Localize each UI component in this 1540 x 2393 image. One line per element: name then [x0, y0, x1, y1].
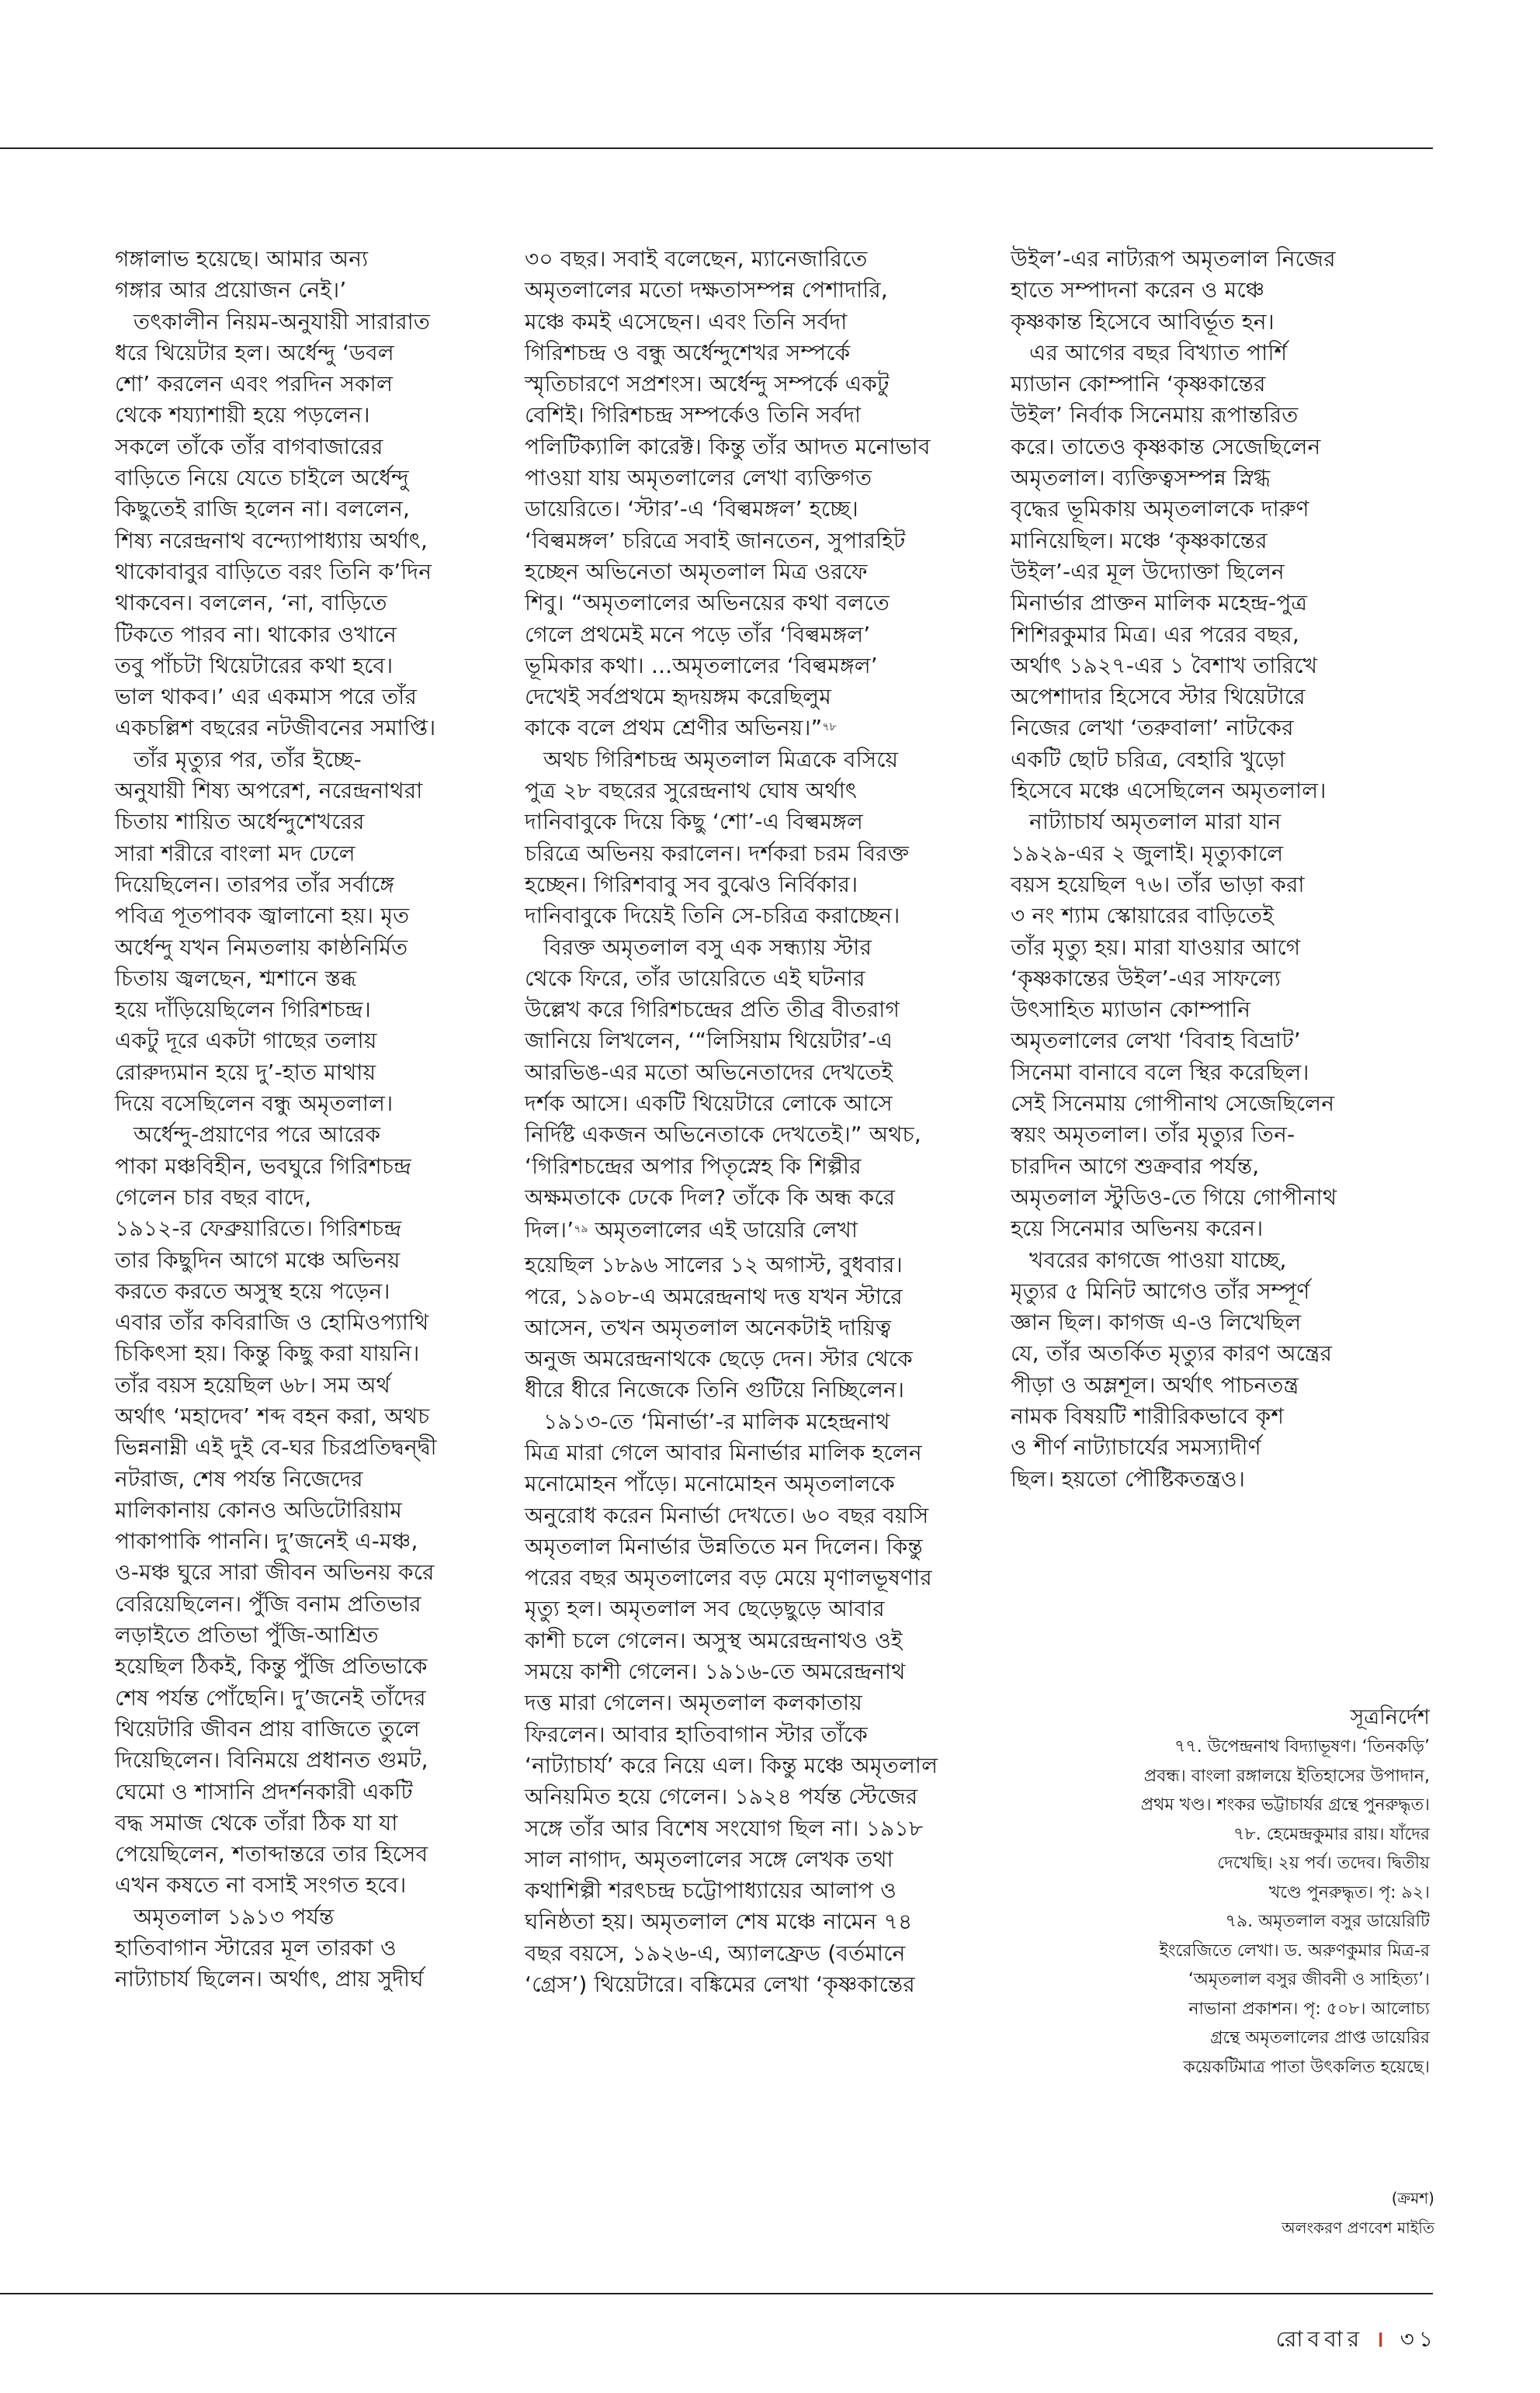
magazine-name: রোববার: [1275, 2326, 1365, 2352]
text-line: সময়ে কাশী গেলেন। ১৯১৬-তে অমরেন্দ্রনাথ: [525, 1659, 906, 1685]
text-line: তৎকালীন নিয়ম-অনুযায়ী সারারাত: [134, 308, 431, 335]
text-line: তাঁর বয়স হয়েছিল ৬৮। সম অর্থ: [115, 1372, 390, 1398]
text-line: উইল’-এর নাট্যরূপ অমৃতলাল নিজের: [1011, 246, 1336, 272]
text-line: জানিয়ে লিখলেন, ‘“লিসিয়াম থিয়েটার’-এ: [525, 1028, 893, 1054]
text-line: শিষ্য নরেন্দ্রনাথ বন্দ্যোপাধ্যায় অর্থাৎ,: [115, 527, 428, 553]
text-line: শো’ করলেন এবং পরদিন সকাল: [115, 371, 394, 397]
text-line: পীড়া ও অম্লশূল। অর্থাৎ পাচনতন্ত্র: [1011, 1372, 1299, 1398]
text-line: থাকোবাবুর বাড়িতে বরং তিনি ক’দিন: [115, 558, 432, 584]
text-line: অক্ষমতাকে ঢেকে দিল? তাঁকে কি অন্ধ করে: [525, 1184, 896, 1210]
reference-line: ইংরেজিতে লেখা। ড. অরুণকুমার মিত্র-র: [1159, 1940, 1430, 1961]
text-line: বয়স হয়েছিল ৭৬। তাঁর ভাড়া করা: [1011, 871, 1305, 897]
page-footer: [1276, 2324, 1438, 2355]
text-line: মঞ্চে কমই এসেছেন। এবং তিনি সর্বদা: [525, 308, 848, 335]
text-line: কৃষ্ণকান্ত হিসেবে আবির্ভূত হন।: [1011, 308, 1275, 335]
footer-separator: ।: [1375, 2326, 1389, 2352]
text-line: মৃত্যু হল। অমৃতলাল সব ছেড়েছুড়ে আবার: [525, 1596, 885, 1622]
text-line: নিজের লেখা ‘তরুবালা’ নাটকের: [1011, 715, 1294, 741]
text-line: বদ্ধ সমাজ থেকে তাঁরা ঠিক যা যা: [115, 1809, 398, 1836]
text-line: খবরের কাগজে পাওয়া যাচ্ছে,: [1029, 1247, 1287, 1273]
text-line: লড়াইতে প্রতিভা পুঁজি-আশ্রিত: [115, 1622, 379, 1649]
text-line: উল্লেখ করে গিরিশচন্দ্রের প্রতি তীব্র বীতরাগ: [525, 997, 900, 1023]
text-line: অপেশাদার হিসেবে স্টার থিয়েটারে: [1011, 684, 1306, 710]
text-line: পবিত্র পূতপাবক জ্বালানো হয়। মৃত: [115, 903, 410, 929]
text-line: আসেন, তখন অমৃতলাল অনেকটাই দায়িত্ব: [525, 1314, 892, 1340]
text-line: চরিত্রে অভিনয় করালেন। দর্শকরা চরম বিরক্ত: [525, 840, 910, 866]
text-line: আরভিঙ-এর মতো অভিনেতাদের দেখতেই: [525, 1059, 893, 1085]
text-line: হাতিবাগান স্টারের মূল তারকা ও: [115, 1935, 397, 1961]
text-line: থাকবেন। বললেন, ‘না, বাড়িতে: [115, 590, 387, 616]
text-line: একটি ছোট চরিত্র, বেহারি খুড়ো: [1011, 746, 1285, 772]
text-line: যে, তাঁর অতর্কিত মৃত্যুর কারণ অন্ত্রের: [1011, 1340, 1333, 1367]
text-line: ও শীর্ণ নাট্যাচার্যের সমস্যাদীর্ণ: [1011, 1434, 1261, 1461]
text-line: কাশী চলে গেলেন। অসুস্থ অমরেন্দ্রনাথও ওই: [525, 1627, 903, 1653]
reference-line: প্রবন্ধ। বাংলা রঙ্গালয়ে ইতিহাসের উপাদান,: [1143, 1766, 1430, 1786]
text-line: ‘বিল্বমঙ্গল’ চরিত্রে সবাই জানতেন, সুপারহিট: [525, 527, 906, 553]
reference-line: প্রথম খণ্ড। শংকর ভট্টাচার্যর গ্রন্থে পুনরুদ্ধৃত।: [1140, 1795, 1430, 1815]
text-line: ৩ নং শ্যাম স্কোয়ারের বাড়িতেই: [1011, 903, 1274, 929]
reference-line: কয়েকটিমাত্র পাতা উৎকলিত হয়েছে।: [1183, 2057, 1430, 2077]
reference-line: গ্রন্থে অমৃতলালের প্রাপ্ত ডায়েরির: [1210, 2028, 1430, 2048]
text-line: একচল্লিশ বছরের নটজীবনের সমাপ্তি।: [115, 715, 436, 741]
text-line: মিত্র মারা গেলে আবার মিনার্ভার মালিক হলেন: [525, 1439, 922, 1465]
text-line: পাকাপাকি পাননি। দু’জনেই এ-মঞ্চ,: [115, 1528, 418, 1555]
credit-block: [1282, 2183, 1434, 2242]
text-line: ‘কৃষ্ণকান্তের উইল’-এর সাফল্যে: [1011, 965, 1282, 991]
text-line: পরে, ১৯০৮-এ অমরেন্দ্রনাথ দত্ত যখন স্টারে: [525, 1283, 903, 1309]
text-line: অর্থাৎ ১৯২৭-এর ১ বৈশাখ তারিখে: [1011, 652, 1318, 678]
text-line: রোরুদ্যমান হয়ে দু’-হাত মাথায়: [115, 1059, 376, 1085]
text-line: হাতে সম্পাদনা করেন ও মঞ্চে: [1011, 277, 1265, 303]
text-line: ধীরে ধীরে নিজেকে তিনি গুটিয়ে নিচ্ছিলেন।: [525, 1377, 905, 1403]
text-line: চিকিৎসা হয়। কিন্তু কিছু করা যায়নি।: [115, 1340, 420, 1367]
text-line: অমৃতলাল ১৯১৩ পর্যন্ত: [134, 1903, 335, 1930]
text-line: ১৯২৯-এর ২ জুলাই। মৃত্যুকালে: [1011, 840, 1284, 866]
text-line: নির্দিষ্ট একজন অভিনেতাকে দেখতেই।” অথচ,: [525, 1122, 921, 1148]
article-column-2: [525, 244, 1006, 2000]
footnote-marker: ৭৮: [822, 721, 837, 734]
text-line: অমৃতলাল স্টুডিও-তে গিয়ে গোপীনাথ: [1011, 1184, 1337, 1210]
top-rule: [0, 147, 1433, 149]
article-column-3: [1011, 244, 1445, 1495]
text-line: গঙ্গালাভ হয়েছে। আমার অন্য: [115, 246, 369, 272]
text-line: অমৃতলালের মতো দক্ষতাসম্পন্ন পেশাদারি,: [525, 277, 888, 303]
text-line: মৃত্যুর ৫ মিনিট আগেও তাঁর সম্পূর্ণ: [1011, 1278, 1310, 1304]
text-line: বেশিই। গিরিশচন্দ্র সম্পর্কেও তিনি সর্বদা: [525, 402, 862, 428]
reference-line: ৭৯. অমৃতলাল বসুর ডায়েরিটি: [1225, 1912, 1430, 1931]
text-line: শিবু। “অমৃতলালের অভিনয়ের কথা বলতে: [525, 590, 890, 616]
text-line: উইল’-এর মূল উদ্যোক্তা ছিলেন: [1011, 558, 1285, 584]
text-line: মানিয়েছিল। মঞ্চে ‘কৃষ্ণকান্তের: [1011, 527, 1268, 553]
text-line: টিকতে পারব না। থাকোর ওখানে: [115, 621, 397, 647]
text-line: ফিরলেন। আবার হাতিবাগান স্টার তাঁকে: [525, 1721, 868, 1747]
text-line: ১৯১৩-তে ‘মিনার্ভা’-র মালিক মহেন্দ্রনাথ: [543, 1408, 890, 1434]
text-line: তার কিছুদিন আগে মঞ্চে অভিনয়: [115, 1247, 401, 1273]
text-line: হয়ে সিনেমার অভিনয় করেন।: [1011, 1216, 1264, 1242]
text-line: শিশিরকুমার মিত্র। এর পরের বছর,: [1011, 621, 1299, 647]
references-heading: সূত্রনির্দেশ: [1350, 1705, 1430, 1729]
text-line: হচ্ছেন। গিরিশবাবু সব বুঝেও নির্বিকার।: [525, 871, 858, 897]
illustration-credit: অলংকরণ প্রণবেশ মাইতি: [1282, 2218, 1434, 2237]
text-line: ‘নাট্যাচার্য’ করে নিয়ে এল। কিন্তু মঞ্চে অমৃতলাল: [525, 1752, 938, 1778]
text-line: সঙ্গে তাঁর আর বিশেষ সংযোগ ছিল না। ১৯১৮: [525, 1815, 924, 1841]
text-line: পলিটিক্যালি কারেক্ট। কিন্তু তাঁর আদত মনোভাব: [525, 433, 931, 460]
text-line: মনোমোহন পাঁড়ে। মনোমোহন অমৃতলালকে: [525, 1471, 895, 1497]
reference-line: নাভানা প্রকাশন। পৃ: ৫০৮। আলোচ্য: [1188, 1999, 1430, 2019]
text-line: হিসেবে মঞ্চে এসেছিলেন অমৃতলাল।: [1011, 778, 1327, 804]
text-line: জ্ঞান ছিল। কাগজ এ-ও লিখেছিল: [1011, 1309, 1302, 1336]
text-line: করতে করতে অসুস্থ হয়ে পড়েন।: [115, 1278, 390, 1304]
text-line: এর আগের বছর বিখ্যাত পার্শি: [1029, 339, 1288, 366]
page-number: ৩১: [1400, 2326, 1438, 2352]
text-line: শেষ পর্যন্ত পোঁছেনি। দু’জনেই তাঁদের: [115, 1684, 426, 1711]
text-line: ডায়েরিতে। ‘স্টার’-এ ‘বিল্বমঙ্গল’ হচ্ছে।: [525, 496, 858, 522]
reference-line: ৭৭. উপেন্দ্রনাথ বিদ্যাভূষণ। ‘তিনকড়ি’: [1174, 1737, 1430, 1757]
text-line: ধরে থিয়েটার হল। অর্ধেন্দু ‘ডবল: [115, 339, 394, 366]
text-line: পাকা মঞ্চবিহীন, ভবঘুরে গিরিশচন্দ্র: [115, 1153, 411, 1179]
reference-line: ৭৮. হেমেন্দ্রকুমার রায়। যাঁদের: [1233, 1824, 1430, 1844]
text-line: গেলে প্রথমেই মনে পড়ে তাঁর ‘বিল্বমঙ্গল’: [525, 621, 871, 647]
reference-line: ‘অমৃতলাল বসুর জীবনী ও সাহিত্য’।: [1188, 1970, 1430, 1989]
text-line: বেরিয়েছিলেন। পুঁজি বনাম প্রতিভার: [115, 1590, 421, 1617]
text-line: বাড়িতে নিয়ে যেতে চাইলে অর্ধেন্দু: [115, 465, 409, 491]
text-line: গেলেন চার বছর বাদে,: [115, 1184, 312, 1210]
text-line: ছিল। হয়তো পৌষ্টিকতন্ত্রও।: [1011, 1465, 1246, 1492]
text-line: ঘেমো ও শাসানি প্রদর্শনকারী একটি: [115, 1778, 413, 1805]
text-line: পরের বছর অমৃতলালের বড় মেয়ে মৃণালভূষণার: [525, 1565, 932, 1591]
text-line: এবার তাঁর কবিরাজি ও হোমিওপ্যাথি: [115, 1309, 429, 1336]
text-line: পেয়েছিলেন, শতাব্দান্তরে তার হিসেব: [115, 1841, 428, 1868]
text-line: বিরক্ত অমৃতলাল বসু এক সন্ধ্যায় স্টার: [543, 934, 872, 960]
text-line: অথচ গিরিশচন্দ্র অমৃতলাল মিত্রকে বসিয়ে: [543, 746, 899, 772]
article-column-1: [115, 244, 503, 1996]
text-line: দিল।’: [525, 1217, 574, 1243]
text-line: অর্থাৎ ‘মহাদেব’ শব্দ বহন করা, অথচ: [115, 1403, 430, 1429]
text-line: কথাশিল্পী শরৎচন্দ্র চট্টোপাধ্যায়ের আলাপ ও: [525, 1878, 897, 1904]
text-line: ‘গিরিশচন্দ্রের অপার পিতৃস্নেহ কি শিল্পীর: [525, 1153, 862, 1179]
reference-line: দেখেছি। ২য় পর্ব। তদেব। দ্বিতীয়: [1217, 1854, 1430, 1873]
text-line: দানিবাবুকে দিয়ে কিছু ‘শো’-এ বিল্বমঙ্গল: [525, 809, 863, 835]
text-line-tail: অমৃতলালের এই ডায়েরি লেখা: [588, 1217, 858, 1243]
text-line: উইল’ নির্বাক সিনেমায় রূপান্তরিত: [1011, 402, 1299, 428]
text-line: গঙ্গার আর প্রয়োজন নেই।’: [115, 277, 347, 303]
text-line: হয়েছিল ১৮৯৬ সালের ১২ অগাস্ট, বুধবার।: [525, 1252, 903, 1278]
text-line: অনুজ অমরেন্দ্রনাথকে ছেড়ে দেন। স্টার থেকে: [525, 1346, 913, 1372]
text-line: স্বয়ং অমৃতলাল। তাঁর মৃত্যুর তিন-: [1011, 1122, 1295, 1148]
text-line: নটরাজ, শেষ পর্যন্ত নিজেদের: [115, 1465, 363, 1492]
text-line: তাঁর মৃত্যুর পর, তাঁর ইচ্ছে-: [134, 746, 362, 772]
text-line: মালিকানায় কোনও অডিটোরিয়াম: [115, 1496, 403, 1523]
text-line: নামক বিষয়টি শারীরিকভাবে কৃশ: [1011, 1403, 1285, 1429]
text-line: অর্ধেন্দু যখন নিমতলায় কাষ্ঠনির্মিত: [115, 934, 408, 960]
text-line: অমৃতলালের লেখা ‘বিবাহ বিভ্রাট’: [1011, 1028, 1301, 1054]
text-line: দিয়েছিলেন। বিনিময়ে প্রধানত গুমট,: [115, 1747, 428, 1774]
text-line: সাল নাগাদ, অমৃতলালের সঙ্গে লেখক তথা: [525, 1846, 893, 1872]
text-line: অনিয়মিত হয়ে গেলেন। ১৯২৪ পর্যন্ত স্টেজের: [525, 1784, 918, 1810]
text-line: সেই সিনেমায় গোপীনাথ সেজেছিলেন: [1011, 1091, 1335, 1117]
text-line: ঘনিষ্ঠতা হয়। অমৃতলাল শেষ মঞ্চে নামেন ৭৪: [525, 1909, 913, 1935]
text-line: একটু দূরে একটা গাছের তলায়: [115, 1028, 377, 1054]
text-line: থেকে শয্যাশায়ী হয়ে পড়লেন।: [115, 402, 370, 428]
text-line: বৃদ্ধের ভূমিকায় অমৃতলালকে দারুণ: [1011, 496, 1309, 522]
text-line: তবু পাঁচটা থিয়েটারের কথা হবে।: [115, 652, 394, 678]
footnote-marker: ৭৯: [574, 1223, 588, 1236]
text-line: চিতায় শায়িত অর্ধেন্দুশেখরের: [115, 809, 365, 835]
text-line: ৩০ বছর। সবাই বলেছেন, ম্যানেজারিতে: [525, 246, 868, 272]
text-line: দিয়ে বসেছিলেন বন্ধু অমৃতলাল।: [115, 1091, 394, 1117]
text-line: চিতায় জ্বলছেন, শ্মশানে স্তব্ধ: [115, 965, 357, 991]
reference-line: খণ্ডে পুনরুদ্ধৃত। পৃ: ৯২।: [1268, 1882, 1430, 1902]
text-line: ১৯১২-র ফেব্রুয়ারিতে। গিরিশচন্দ্র: [115, 1216, 402, 1242]
text-line: দর্শক আসে। একটি থিয়েটারে লোকে আসে: [525, 1091, 893, 1117]
text-line: অমৃতলাল। ব্যক্তিত্বসম্পন্ন স্নিগ্ধ: [1011, 465, 1271, 491]
text-line: থেকে ফিরে, তাঁর ডায়েরিতে এই ঘটনার: [525, 965, 865, 991]
text-line: হয়ে দাঁড়িয়েছিলেন গিরিশচন্দ্র।: [115, 997, 371, 1023]
text-line: অনুরোধ করেন মিনার্ভা দেখতে। ৬০ বছর বয়সি: [525, 1502, 929, 1528]
text-line: সারা শরীরে বাংলা মদ ঢেলে: [115, 840, 356, 866]
text-line: অর্ধেন্দু-প্রয়াণের পরে আরেক: [134, 1122, 381, 1148]
text-line: এখন কষতে না বসাই সংগত হবে।: [115, 1872, 407, 1899]
text-line: মিনার্ভার প্রাক্তন মালিক মহেন্দ্র-পুত্র: [1011, 590, 1308, 616]
text-line: ভাল থাকব।’ এর একমাস পরে তাঁর: [115, 684, 418, 710]
text-line: বছর বয়সে, ১৯২৬-এ, অ্যালফ্রেড (বর্তমানে: [525, 1940, 906, 1966]
text-line: ভূমিকার কথা। ...অমৃতলালের ‘বিল্বমঙ্গল’: [525, 652, 878, 678]
text-line: দিয়েছিলেন। তারপর তাঁর সর্বাঙ্গে: [115, 871, 395, 897]
text-line: স্মৃতিচারণে সপ্রশংস। অর্ধেন্দু সম্পর্কে একটু: [525, 371, 890, 397]
text-line: থিয়েটারি জীবন প্রায় বাজিতে তুলে: [115, 1715, 420, 1742]
text-line: হচ্ছেন অভিনেতা অমৃতলাল মিত্র ওরফে: [525, 558, 868, 584]
continued-label: (ক্রমশ): [1391, 2189, 1434, 2207]
text-line: ও-মঞ্চ ঘুরে সারা জীবন অভিনয় করে: [115, 1559, 435, 1586]
text-line: সিনেমা বানাবে বলে স্থির করেছিল।: [1011, 1059, 1309, 1085]
text-line: পাওয়া যায় অমৃতলালের লেখা ব্যক্তিগত: [525, 465, 872, 491]
text-line: তাঁর মৃত্যু হয়। মারা যাওয়ার আগে: [1011, 934, 1301, 960]
bottom-rule: [0, 2293, 1433, 2294]
text-line: ‘গ্রেস’) থিয়েটারে। বঙ্কিমের লেখা ‘কৃষ্ণকান্তের: [525, 1972, 915, 1998]
text-line: করে। তাতেও কৃষ্ণকান্ত সেজেছিলেন: [1011, 433, 1321, 460]
text-line: হয়েছিল ঠিকই, কিন্তু পুঁজি প্রতিভাকে: [115, 1653, 428, 1680]
text-line: উৎসাহিত ম্যাডান কোম্পানি: [1011, 997, 1251, 1023]
text-line: ম্যাডান কোম্পানি ‘কৃষ্ণকান্তের: [1011, 371, 1266, 397]
text-line: অমৃতলাল মিনার্ভার উন্নতিতে মন দিলেন। কিন্তু: [525, 1533, 923, 1559]
text-line: দানিবাবুকে দিয়েই তিনি সে-চরিত্র করাচ্ছেন।: [525, 903, 900, 929]
text-line: দেখেই সর্বপ্রথমে হৃদয়ঙ্গম করেছিলুম: [525, 684, 831, 710]
text-line: ভিন্ননাম্নী এই দুই বে-ঘর চিরপ্রতিদ্বন্দ্বী: [115, 1434, 437, 1461]
text-line: নাট্যাচার্য অমৃতলাল মারা যান: [1029, 809, 1282, 835]
text-line: গিরিশচন্দ্র ও বন্ধু অর্ধেন্দুশেখর সম্পর্কে: [525, 339, 851, 366]
text-line: নাট্যাচার্য ছিলেন। অর্থাৎ, প্রায় সুদীর্ঘ: [115, 1966, 424, 1992]
text-line: কাকে বলে প্রথম শ্রেণীর অভিনয়।”: [525, 715, 823, 741]
text-line: চারদিন আগে শুক্রবার পর্যন্ত,: [1011, 1153, 1260, 1179]
text-line: কিছুতেই রাজি হলেন না। বললেন,: [115, 496, 411, 522]
references-section: [1065, 1703, 1430, 2082]
text-line: সকলে তাঁকে তাঁর বাগবাজারের: [115, 433, 383, 460]
text-line: অনুযায়ী শিষ্য অপরেশ, নরেন্দ্রনাথরা: [115, 778, 423, 804]
text-line: পুত্র ২৮ বছরের সুরেন্দ্রনাথ ঘোষ অর্থাৎ: [525, 778, 858, 804]
text-line: দত্ত মারা গেলেন। অমৃতলাল কলকাতায়: [525, 1690, 862, 1716]
